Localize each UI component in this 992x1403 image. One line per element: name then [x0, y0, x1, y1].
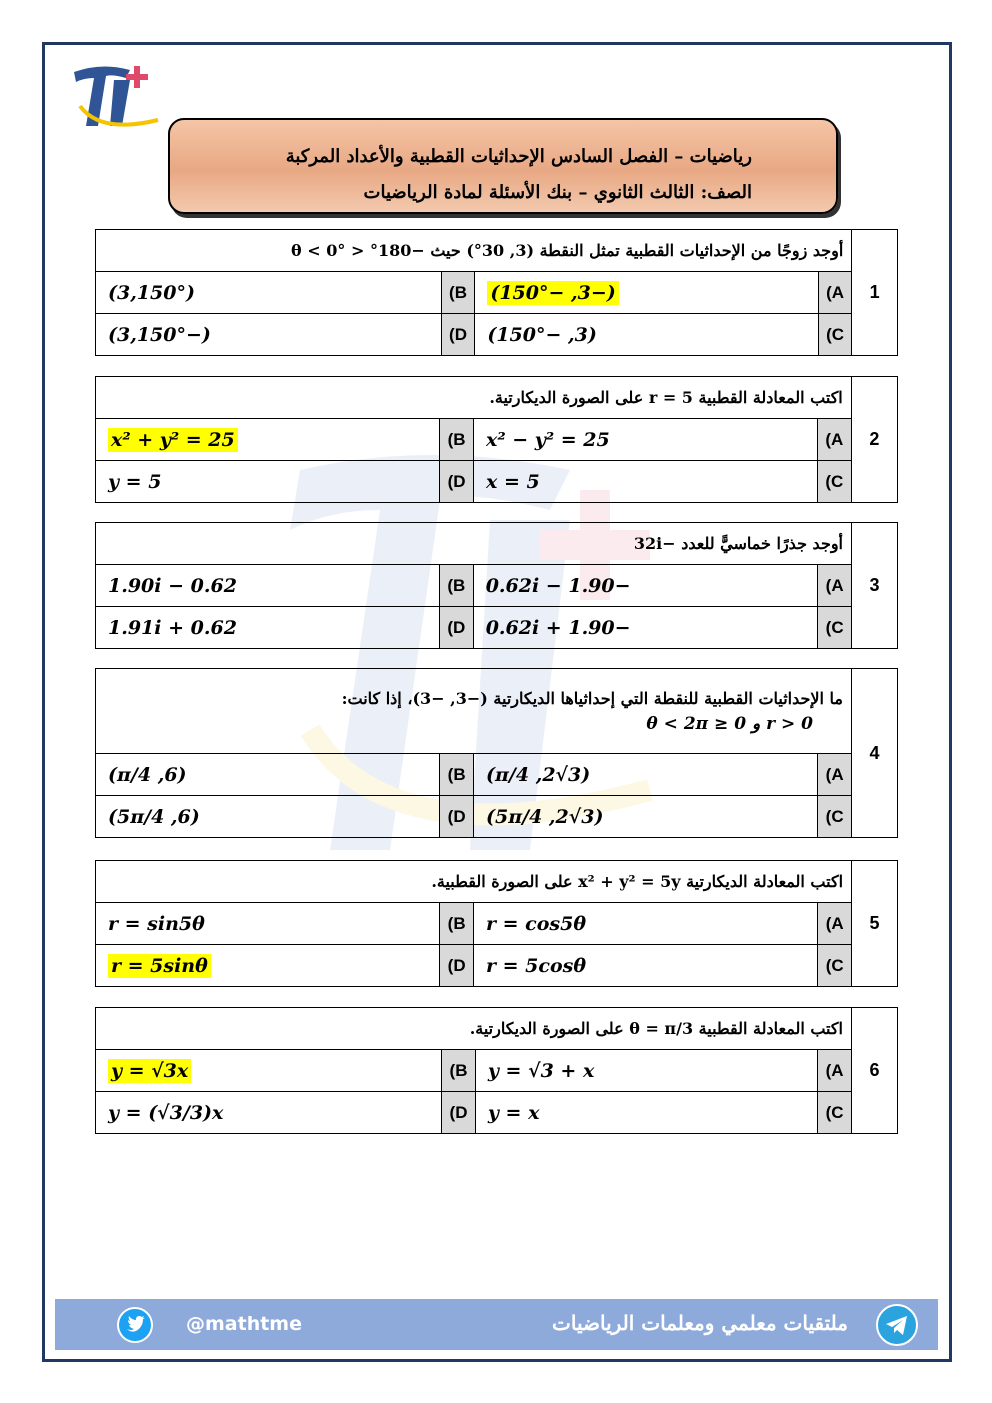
question-5 [95, 860, 898, 987]
option-d-value: (−3,150°) [108, 323, 211, 346]
question-2 [95, 376, 898, 503]
question-stem-text: ما الإحداثيات القطبية للنقطة التي إحداثياها الديكارتية (−3, −3)، إذا كانت: [341, 688, 843, 708]
option-label-d: D) [440, 945, 474, 987]
question-4 [95, 668, 898, 838]
option-label-d: D) [441, 314, 475, 356]
option-b[interactable] [96, 272, 442, 314]
option-label-a: A) [818, 272, 852, 314]
option-b-value: y = √3x [108, 1059, 191, 1083]
question-stem: اكتب المعادلة القطبية r = 5 على الصورة الديكارتية. [96, 377, 852, 419]
option-label-a: A) [818, 754, 852, 796]
option-a[interactable] [474, 754, 818, 796]
option-label-d: D) [442, 1092, 476, 1134]
option-label-b: B) [442, 1050, 476, 1092]
option-d-value: r = 5sinθ [108, 954, 211, 978]
option-a-value: −1.90 − 0.62i [485, 574, 631, 597]
option-label-a: A) [818, 565, 852, 607]
question-3 [95, 522, 898, 649]
site-logo [72, 60, 172, 132]
header-title: رياضيات – الفصل السادس الإحداثيات القطبية والأعداد المركبة [285, 146, 752, 167]
option-label-d: D) [440, 461, 474, 503]
option-c[interactable] [474, 796, 818, 838]
option-label-d: D) [439, 607, 473, 649]
option-label-b: B) [441, 272, 475, 314]
question-number: 6 [851, 1008, 897, 1134]
option-a-value: y = √3 + x [487, 1059, 595, 1082]
option-d[interactable] [96, 1092, 442, 1134]
header-subtitle: الصف: الثالث الثانوي – بنك الأسئلة لمادة الرياضيات [363, 182, 752, 203]
option-label-b: B) [439, 565, 473, 607]
question-1 [95, 229, 898, 356]
option-b-value: (6, π/4) [108, 763, 187, 786]
footer-handle[interactable]: @mathtme [186, 1313, 302, 1335]
question-stem: اكتب المعادلة القطبية θ = π/3 على الصورة الديكارتية. [96, 1008, 852, 1050]
option-label-c: C) [818, 796, 852, 838]
option-c-value: (3, −150°) [487, 323, 597, 346]
option-b[interactable] [96, 565, 440, 607]
option-b[interactable] [96, 754, 440, 796]
option-c[interactable] [475, 1092, 817, 1134]
option-b-value: r = sin5θ [108, 912, 205, 935]
option-d-value: 0.62 + 1.91i [108, 616, 237, 639]
question-stem: أوجد زوجًا من الإحداثيات القطبية تمثل النقطة (3, 30°) حيث −180° < θ < 0° [96, 230, 852, 272]
twitter-icon[interactable] [117, 1307, 153, 1343]
option-label-c: C) [818, 945, 852, 987]
option-a[interactable] [475, 272, 818, 314]
footer-text: ملتقيات معلمي ومعلمات الرياضيات [552, 1311, 848, 1335]
option-label-b: B) [440, 754, 474, 796]
option-label-c: C) [817, 461, 851, 503]
option-a-value: (−3, −150°) [487, 281, 618, 305]
option-b-value: x² + y² = 25 [108, 428, 238, 452]
question-stem: أوجد جذرًا خماسيًّ للعدد −32i [96, 523, 852, 565]
telegram-icon[interactable] [876, 1304, 918, 1346]
header-box [168, 118, 838, 214]
option-d[interactable] [96, 796, 440, 838]
option-b-value: 0.62 − 1.90i [108, 574, 237, 597]
option-label-c: C) [818, 607, 852, 649]
option-c-value: r = 5cosθ [486, 954, 587, 977]
option-label-b: B) [440, 419, 474, 461]
option-c-value: y = x [487, 1101, 540, 1124]
option-d-value: y = (√3/3)x [108, 1101, 224, 1124]
option-label-d: D) [440, 796, 474, 838]
question-stem: اكتب المعادلة الديكارتية x² + y² = 5y على الصورة القطبية. [96, 861, 852, 903]
question-number: 3 [852, 523, 898, 649]
option-c-value: x = 5 [486, 470, 540, 493]
option-a[interactable] [475, 1050, 817, 1092]
option-c-value: (3√2, 5π/4) [486, 805, 604, 828]
option-b-value: (3,150°) [108, 281, 195, 304]
option-b[interactable] [96, 1050, 442, 1092]
option-b[interactable] [96, 903, 440, 945]
option-d[interactable] [96, 607, 440, 649]
footer-bar [55, 1299, 938, 1350]
option-c[interactable] [474, 945, 818, 987]
option-a[interactable] [474, 903, 818, 945]
option-d[interactable] [96, 314, 442, 356]
question-number: 2 [851, 377, 897, 503]
option-a[interactable] [473, 565, 818, 607]
question-number: 4 [851, 669, 897, 838]
option-label-a: A) [818, 903, 852, 945]
option-a-value: r = cos5θ [486, 912, 587, 935]
question-number: 5 [852, 861, 898, 987]
option-b[interactable] [96, 419, 440, 461]
option-c-value: −1.90 + 0.62i [485, 616, 631, 639]
option-c[interactable] [474, 461, 818, 503]
option-a[interactable] [474, 419, 818, 461]
option-label-a: A) [817, 419, 851, 461]
option-d-value: y = 5 [108, 470, 162, 493]
option-d[interactable] [96, 945, 440, 987]
option-label-b: B) [440, 903, 474, 945]
option-a-value: (3√2, π/4) [486, 763, 591, 786]
question-6 [95, 1007, 898, 1134]
question-stem [96, 669, 852, 754]
option-c[interactable] [475, 314, 818, 356]
option-a-value: x² − y² = 25 [486, 428, 610, 451]
option-d-value: (6, 5π/4) [108, 805, 200, 828]
option-label-c: C) [818, 1092, 852, 1134]
question-number: 1 [852, 230, 898, 356]
option-label-a: A) [818, 1050, 852, 1092]
question-condition: r > 0 و 0 ≤ θ < 2π [646, 713, 813, 734]
option-label-c: C) [818, 314, 852, 356]
option-c[interactable] [473, 607, 818, 649]
option-d[interactable] [96, 461, 440, 503]
